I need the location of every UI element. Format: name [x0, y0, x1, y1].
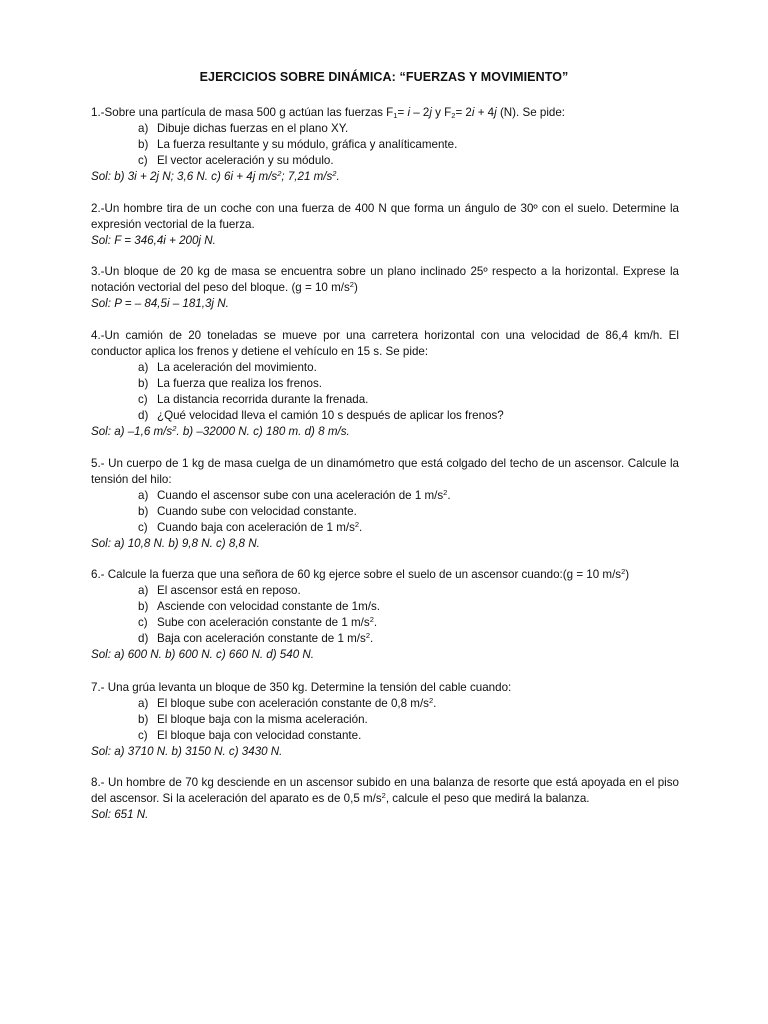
solution-line: Sol: P = – 84,5i – 181,3j N.	[91, 297, 229, 310]
exercise-item	[138, 520, 679, 536]
item-marker: b)	[138, 600, 149, 613]
solution-line: Sol: a) –1,6 $m/s^2$. b) –32000 N. c) 180 m. d) 8 m/s.	[91, 424, 350, 438]
item-marker: b)	[138, 505, 149, 518]
exercise-items	[91, 696, 679, 744]
item-text: Baja con aceleración constante de 1 $m/s^2$.	[157, 631, 374, 645]
solution-line: Sol: a) 10,8 N. b) 9,8 N. c) 8,8 N.	[91, 537, 260, 550]
exercise-item	[138, 392, 679, 408]
item-text: ¿Qué velocidad lleva el camión 10 s después de aplicar los frenos?	[157, 409, 504, 422]
item-text: La fuerza que realiza los frenos.	[157, 377, 322, 390]
item-marker: c)	[138, 393, 148, 406]
exercise-statement: 7.- Una grúa levanta un bloque de 350 kg. Determine la tensión del cable cuando:	[91, 681, 512, 694]
exercise-items	[91, 121, 679, 169]
item-marker: a)	[138, 361, 149, 374]
exercise-items	[91, 583, 679, 647]
exercise-item	[138, 360, 679, 376]
item-marker: a)	[138, 122, 149, 135]
exercise-statement: 6.- Calcule la fuerza que una señora de 60 kg ejerce sobre el suelo de un ascensor cuando:(g = 10 $m/s^2$)	[91, 567, 630, 581]
exercise-item	[138, 583, 679, 599]
exercise-item	[138, 615, 679, 631]
item-text: Cuando baja con aceleración de 1 $m/s^2$.	[157, 520, 363, 534]
exercise-item	[138, 504, 679, 520]
item-marker: b)	[138, 377, 149, 390]
exercise-3	[91, 264, 679, 312]
exercise-item	[138, 488, 679, 504]
item-text: La fuerza resultante y su módulo, gráfica y analíticamente.	[157, 138, 458, 151]
exercise-items	[91, 488, 679, 536]
item-marker: c)	[138, 729, 148, 742]
solution-line: Sol: a) 3710 N. b) 3150 N. c) 3430 N.	[91, 745, 283, 758]
item-text: Sube con aceleración constante de 1 $m/s^2$.	[157, 615, 378, 629]
item-marker: c)	[138, 521, 148, 534]
exercise-1	[91, 105, 679, 185]
exercise-statement: 3.-Un bloque de 20 kg de masa se encuentra sobre un plano inclinado 25º respecto a la horizontal. Exprese la notación vectorial del peso del bloque. (g = 10 $m/s^2$)	[91, 265, 679, 294]
item-text: Cuando el ascensor sube con una aceleración de 1 $m/s^2$.	[157, 488, 451, 502]
exercise-item	[138, 376, 679, 392]
item-text: La aceleración del movimiento.	[157, 361, 317, 374]
exercise-statement: 2.-Un hombre tira de un coche con una fuerza de 400 N que forma un ángulo de 30º con el suelo. Determine la expresión vectorial de la fuerza.	[91, 202, 679, 231]
item-text: La distancia recorrida durante la frenada.	[157, 393, 369, 406]
item-text: Cuando sube con velocidad constante.	[157, 505, 357, 518]
exercise-items	[91, 360, 679, 424]
item-marker: d)	[138, 632, 149, 645]
item-text: Dibuje dichas fuerzas en el plano XY.	[157, 122, 349, 135]
item-marker: a)	[138, 489, 149, 502]
item-text: El ascensor está en reposo.	[157, 584, 301, 597]
exercise-5	[91, 456, 679, 552]
item-text: El bloque baja con velocidad constante.	[157, 729, 362, 742]
exercise-item	[138, 153, 679, 169]
exercise-item	[138, 408, 679, 424]
exercise-statement: 5.- Un cuerpo de 1 kg de masa cuelga de un dinamómetro que está colgado del techo de un ascensor. Calcule la tensión del hilo:	[91, 457, 679, 486]
exercise-8	[91, 775, 679, 823]
item-marker: c)	[138, 616, 148, 629]
exercise-statement: 4.-Un camión de 20 toneladas se mueve por una carretera horizontal con una velocidad de 86,4 km/h. El conductor aplica los frenos y detiene el vehículo en 15 s. Se pide:	[91, 329, 679, 358]
item-text: El bloque baja con la misma aceleración.	[157, 713, 368, 726]
solution-line: Sol: a) 600 N. b) 600 N. c) 660 N. d) 540 N.	[91, 648, 314, 661]
exercise-item	[138, 631, 679, 647]
exercise-item	[138, 712, 679, 728]
exercise-item	[138, 696, 679, 712]
item-text: Asciende con velocidad constante de 1m/s.	[157, 600, 380, 613]
item-marker: b)	[138, 713, 149, 726]
exercise-item	[138, 137, 679, 153]
solution-line: Sol: b) 3i + 2j N; 3,6 N. c) 6i + 4j $m/s^2$; 7,21 $m/s^2$.	[91, 169, 340, 183]
item-marker: c)	[138, 154, 148, 167]
exercise-item	[138, 599, 679, 615]
solution-line: Sol: F = 346,4i + 200j N.	[91, 234, 216, 247]
exercise-item	[138, 121, 679, 137]
exercise-item	[138, 728, 679, 744]
exercise-2	[91, 201, 679, 249]
item-marker: b)	[138, 138, 149, 151]
item-text: El bloque sube con aceleración constante de 0,8 $m/s^2$.	[157, 696, 437, 710]
item-text: El vector aceleración y su módulo.	[157, 154, 334, 167]
item-marker: a)	[138, 584, 149, 597]
solution-line: Sol: 651 N.	[91, 808, 149, 821]
exercise-4	[91, 328, 679, 440]
exercise-statement: 1.-Sobre una partícula de masa 500 g actúan las fuerzas $F_1= i - 2j$ y $F_2= 2i + 4j$ (N). Se pide:	[91, 106, 566, 120]
document-title: EJERCICIOS SOBRE DINÁMICA: “FUERZAS Y MOVIMIENTO”	[199, 70, 569, 84]
exercise-statement: 8.- Un hombre de 70 kg desciende en un ascensor subido en una balanza de resorte que está apoyada en el piso del ascensor. Si la aceleración del aparato es de 0,5 $m/s^2$, calcule el peso que medirá la balanza.	[91, 776, 679, 805]
exercise-6	[91, 567, 679, 663]
item-marker: d)	[138, 409, 149, 422]
item-marker: a)	[138, 697, 149, 710]
exercise-7	[91, 680, 679, 760]
